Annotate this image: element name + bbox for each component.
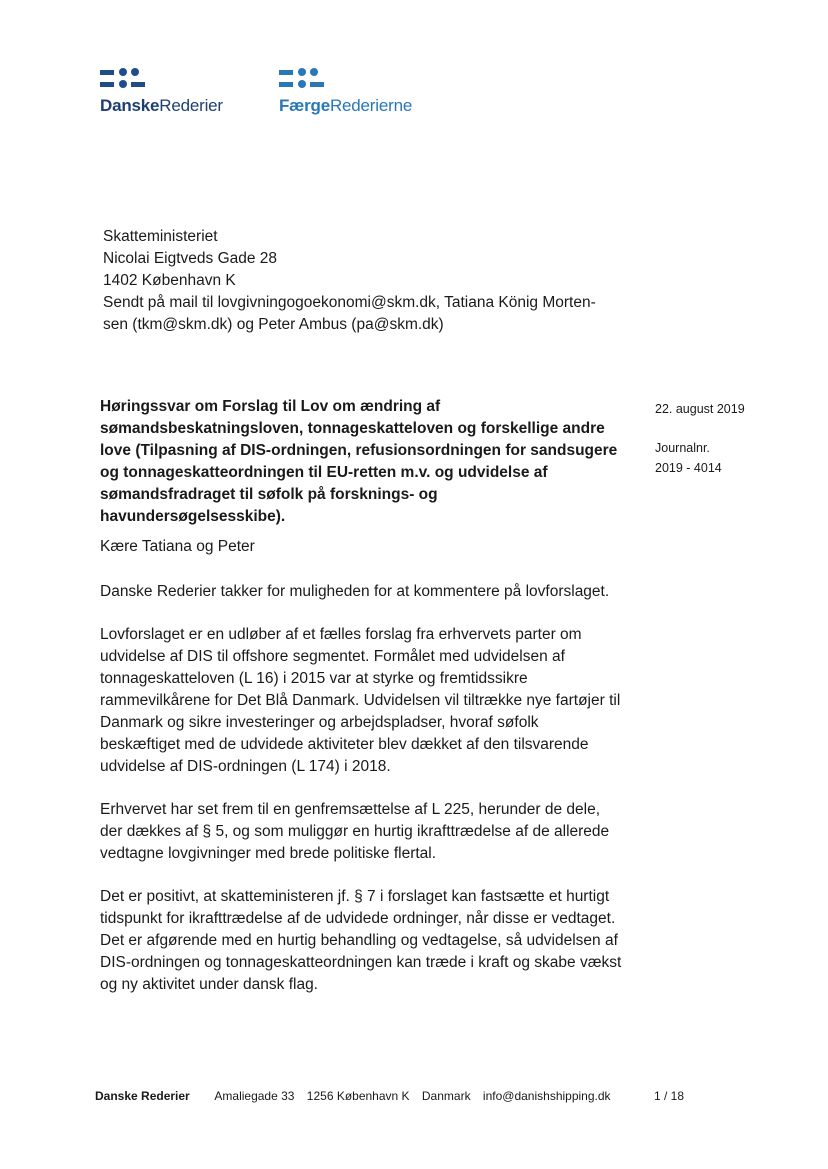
address-line: Nicolai Eigtveds Gade 28 — [103, 250, 278, 267]
paragraph: Danske Rederier takker for muligheden for at kommentere på lovforslaget. — [100, 583, 610, 600]
paragraph: Erhvervet har set frem til en genfremsættelse af L 225, herunder de dele, der dækkes af § 5, og som muliggør en hurtig ikrafttrædelse af de allerede vedtagne lovgivninger med brede politiske flertal. — [100, 801, 610, 862]
danske-rederier-logo — [100, 68, 223, 116]
footer-country: Danmark — [421, 1089, 471, 1103]
page-number: 1 / 18 — [654, 1089, 685, 1103]
logo-mark-icon — [279, 68, 319, 90]
address-line: sen (tkm@skm.dk) og Peter Ambus (pa@skm.dk) — [103, 316, 444, 333]
logo-mark-icon — [100, 68, 140, 90]
letter-date: 22. august 2019 — [655, 402, 745, 416]
logo-wordmark: DanskeRederier — [100, 96, 223, 115]
footer-email[interactable]: info@danishshipping.dk — [482, 1089, 611, 1103]
footer-city: 1256 København K — [306, 1089, 410, 1103]
footer-street: Amaliegade 33 — [214, 1089, 295, 1103]
journal-label: Journalnr. — [655, 441, 710, 455]
logo-wordmark: FærgeRederierne — [279, 96, 413, 115]
footer-org: Danske Rederier — [95, 1089, 190, 1103]
greeting: Kære Tatiana og Peter — [100, 538, 255, 555]
recipient-address — [103, 226, 596, 336]
letter-subject: Høringssvar om Forslag til Lov om ændring af sømandsbeskatningsloven, tonnageskatteloven og forskellige andre love (Tilpasning af DIS-ordningen, refusionsordningen for sandsugere og tonnageskatteordningen til EU-retten m.v. og udvidelse af sømandsfradraget til søfolk på forsknings- og havundersøgelsesskibe). — [100, 398, 618, 525]
faerge-rederierne-logo — [279, 68, 412, 116]
page-footer — [95, 1089, 685, 1103]
paragraph: Lovforslaget er en udløber af et fælles forslag fra erhvervets parter om udvidelse af DIS til offshore segmentet. Formålet med udvidelsen af tonnageskatteloven (L 16) i 2015 var at styrke og fremtidssikre rammevilkårene for Det Blå Danmark. Udvidelsen vil tiltrække nye fartøjer til Danmark og sikre investeringer og arbejdspladser, hvoraf søfolk beskæftiget med de udvidede aktiviteter blev dækket af den tilsvarende udvidelse af DIS-ordningen (L 174) i 2018. — [100, 626, 621, 775]
address-line: Sendt på mail til lovgivningogoekonomi@skm.dk, Tatiana König Morten- — [103, 294, 596, 311]
address-line: 1402 København K — [103, 272, 236, 289]
address-line: Skatteministeriet — [103, 228, 218, 245]
letter-body — [100, 536, 622, 1017]
paragraph: Det er positivt, at skatteministeren jf. § 7 i forslaget kan fastsætte et hurtigt tidspunkt for ikrafttrædelse af de udvidede ordninger, når disse er vedtaget. Det er afgørende med en hurtig behandling og vedtagelse, så udvidelsen af DIS-ordningen og tonnageskatteordningen kan træde i kraft og skabe vækst og ny aktivitet under dansk flag. — [100, 888, 622, 993]
journal-number: 2019 - 4014 — [655, 461, 722, 475]
